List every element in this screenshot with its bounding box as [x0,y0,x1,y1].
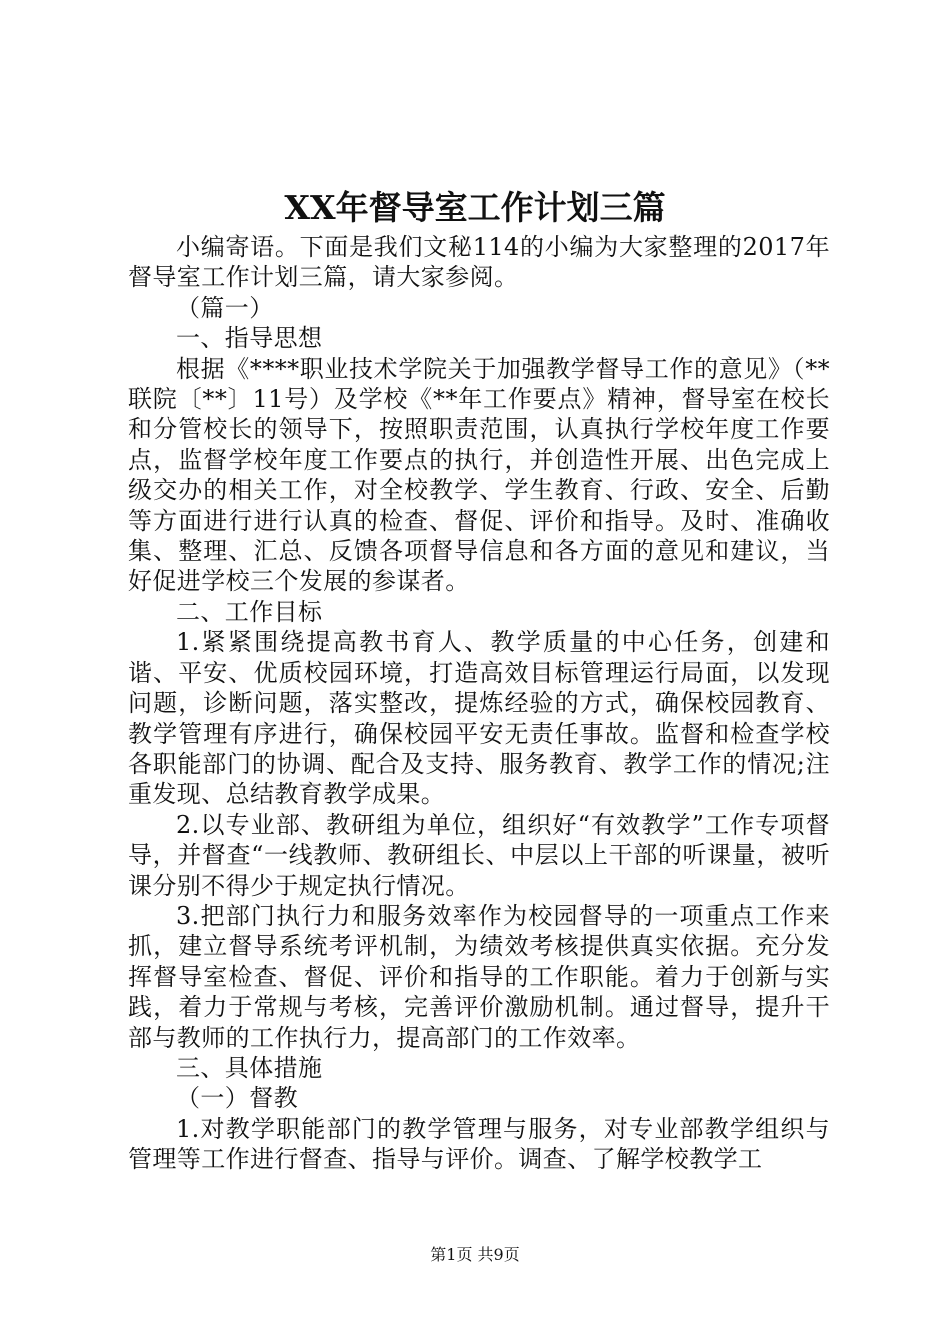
heading-guiding-thought: 一、指导思想 [176,324,323,353]
document-body [128,232,830,1175]
paragraph-goal-2: 2.以专业部、教研组为单位，组织好“有效教学”工作专项督导，并督查“一线教师、教研组长、中层以上干部的听课量，被听课分别不得少于规定执行情况。 [128,810,830,900]
document-title: XX年督导室工作计划三篇 [284,188,666,227]
paragraph-goal-3: 3.把部门执行力和服务效率作为校园督导的一项重点工作来抓，建立督导系统考评机制，为绩效考核提供真实依据。充分发挥督导室检查、督促、评价和指导的工作职能。着力于创新与实践，着力于常规与考核，完善评价激励机制。通过督导，提升干部与教师的工作执行力，提高部门的工作效率。 [128,901,830,1052]
heading-work-goals: 二、工作目标 [176,597,323,626]
paragraph-measure-1: 1.对教学职能部门的教学管理与服务，对专业部教学组织与管理等工作进行督查、指导与评价。调查、了解学校教学工 [128,1114,830,1174]
paragraph-guiding-thought: 根据《****职业技术学院关于加强教学督导工作的意见》（**联院〔**〕11号）及学校《**年工作要点》精神，督导室在校长和分管校长的领导下，按照职责范围，认真执行学校年度工作要点，监督学校年度工作要点的执行，并创造性开展、出色完成上级交办的相关工作，对全校教学、学生教育、行政、安全、后勤等方面进行进行认真的检查、督促、评价和指导。及时、准确收集、整理、汇总、反馈各项督导信息和各方面的意见和建议，当好促进学校三个发展的参谋者。 [128,354,830,596]
heading-specific-measures: 三、具体措施 [176,1053,323,1082]
paragraph-intro: 小编寄语。下面是我们文秘114的小编为大家整理的2017年督导室工作计划三篇，请大家参阅。 [128,233,830,292]
paragraph-goal-1: 1.紧紧围绕提高教书育人、教学质量的中心任务，创建和谐、平安、优质校园环境，打造高效目标管理运行局面，以发现问题，诊断问题，落实整改，提炼经验的方式，确保校园教育、教学管理有序进行，确保校园平安无责任事故。监督和检查学校各职能部门的协调、配合及支持、服务教育、教学工作的情况;注重发现、总结教育教学成果。 [128,628,830,809]
subheading-supervise-teaching: （一）督教 [176,1084,298,1113]
section-label-part-one: （篇一） [176,293,274,322]
page-number-footer: 第1页 共9页 [430,1245,520,1264]
